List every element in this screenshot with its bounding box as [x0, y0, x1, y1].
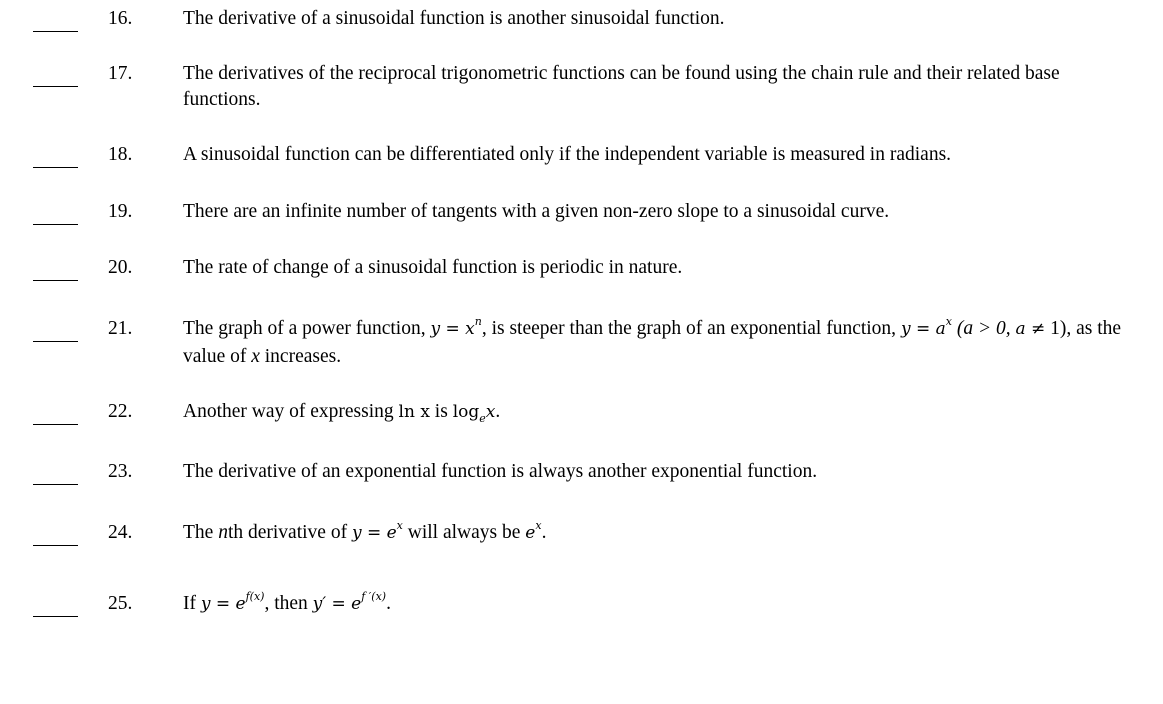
text-part: Another way of expressing — [183, 401, 394, 422]
question-text — [183, 520, 1158, 548]
question-25 — [0, 591, 1163, 651]
text-part: If — [183, 593, 196, 614]
math-base: y = e — [351, 523, 397, 543]
question-20 — [0, 255, 1163, 315]
math-base: y = x — [430, 319, 475, 339]
question-number: 22. — [108, 401, 133, 422]
math-tail: x — [485, 402, 496, 422]
question-text — [183, 591, 1158, 619]
question-number: 24. — [108, 522, 133, 543]
math-expression — [525, 519, 542, 543]
variable: n — [218, 522, 228, 543]
question-24 — [0, 520, 1163, 580]
question-text: The rate of change of a sinusoidal function is periodic in nature. — [183, 257, 683, 278]
question-number: 20. — [108, 257, 133, 278]
math-subscript: e — [479, 412, 486, 425]
question-number: 21. — [108, 318, 133, 339]
answer-blank[interactable] — [33, 280, 78, 281]
math-superscript: f ′(x) — [361, 590, 387, 603]
answer-blank[interactable] — [33, 341, 78, 342]
answer-blank[interactable] — [33, 224, 78, 225]
question-22 — [0, 399, 1163, 459]
text-part: The graph of a power function, — [183, 318, 426, 339]
question-19 — [0, 199, 1163, 259]
math-superscript: x — [396, 519, 403, 532]
math-base: y = e — [200, 594, 246, 614]
text-part: . — [541, 522, 547, 543]
math-superscript: x — [945, 315, 952, 328]
answer-blank[interactable] — [33, 484, 78, 485]
math-expression: a ≠ — [1015, 319, 1046, 339]
math-base: log — [452, 402, 480, 422]
text-part: increases. — [264, 346, 342, 367]
text-part: The — [183, 522, 214, 543]
math-expression — [351, 519, 403, 543]
variable: x — [251, 346, 260, 367]
math-superscript: x — [535, 519, 542, 532]
text-part: th derivative of — [227, 522, 348, 543]
question-number: 18. — [108, 144, 133, 165]
question-number: 23. — [108, 461, 133, 482]
math-expression — [452, 402, 496, 425]
question-16 — [0, 6, 1163, 66]
question-17 — [0, 61, 1163, 121]
question-21 — [0, 316, 1163, 376]
math-base: e — [525, 523, 536, 543]
answer-blank[interactable] — [33, 86, 78, 87]
math-expression: ln x — [398, 402, 430, 422]
text-part: . — [495, 401, 501, 422]
math-expression — [900, 315, 952, 339]
math-expression — [200, 590, 265, 614]
text-part: will always be — [407, 522, 521, 543]
question-text: The derivative of a sinusoidal function is another sinusoidal function. — [183, 8, 725, 29]
answer-blank[interactable] — [33, 545, 78, 546]
question-18 — [0, 142, 1163, 202]
math-base: y = a — [900, 319, 946, 339]
question-number: 16. — [108, 8, 133, 29]
question-number: 17. — [108, 63, 133, 84]
answer-blank[interactable] — [33, 167, 78, 168]
text-part: , then — [264, 593, 308, 614]
question-23 — [0, 459, 1163, 519]
answer-blank[interactable] — [33, 424, 78, 425]
text-part: . — [386, 593, 391, 614]
text-part: , is steeper than the graph of an exponential function, — [481, 318, 897, 339]
math-base: y′ = e — [312, 594, 362, 614]
question-text: The derivative of an exponential function is always another exponential function. — [183, 461, 818, 482]
question-text — [183, 316, 1158, 370]
question-text: There are an infinite number of tangents with a given non-zero slope to a sinusoidal curve. — [183, 201, 890, 222]
question-text — [183, 399, 1158, 427]
answer-blank[interactable] — [33, 616, 78, 617]
text-part: (a > 0, — [956, 318, 1011, 339]
math-superscript: n — [474, 315, 482, 328]
math-superscript: f(x) — [245, 590, 265, 603]
text-part: 1), as the value of — [183, 318, 1122, 367]
question-number: 19. — [108, 201, 133, 222]
question-text: A sinusoidal function can be differentiated only if the independent variable is measured in radians. — [183, 144, 952, 165]
question-number: 25. — [108, 593, 133, 614]
question-text: The derivatives of the reciprocal trigonometric functions can be found using the chain rule and their related base functions. — [183, 63, 1060, 110]
answer-blank[interactable] — [33, 31, 78, 32]
math-expression — [312, 590, 387, 614]
text-part: is — [434, 401, 448, 422]
math-expression — [430, 315, 482, 339]
